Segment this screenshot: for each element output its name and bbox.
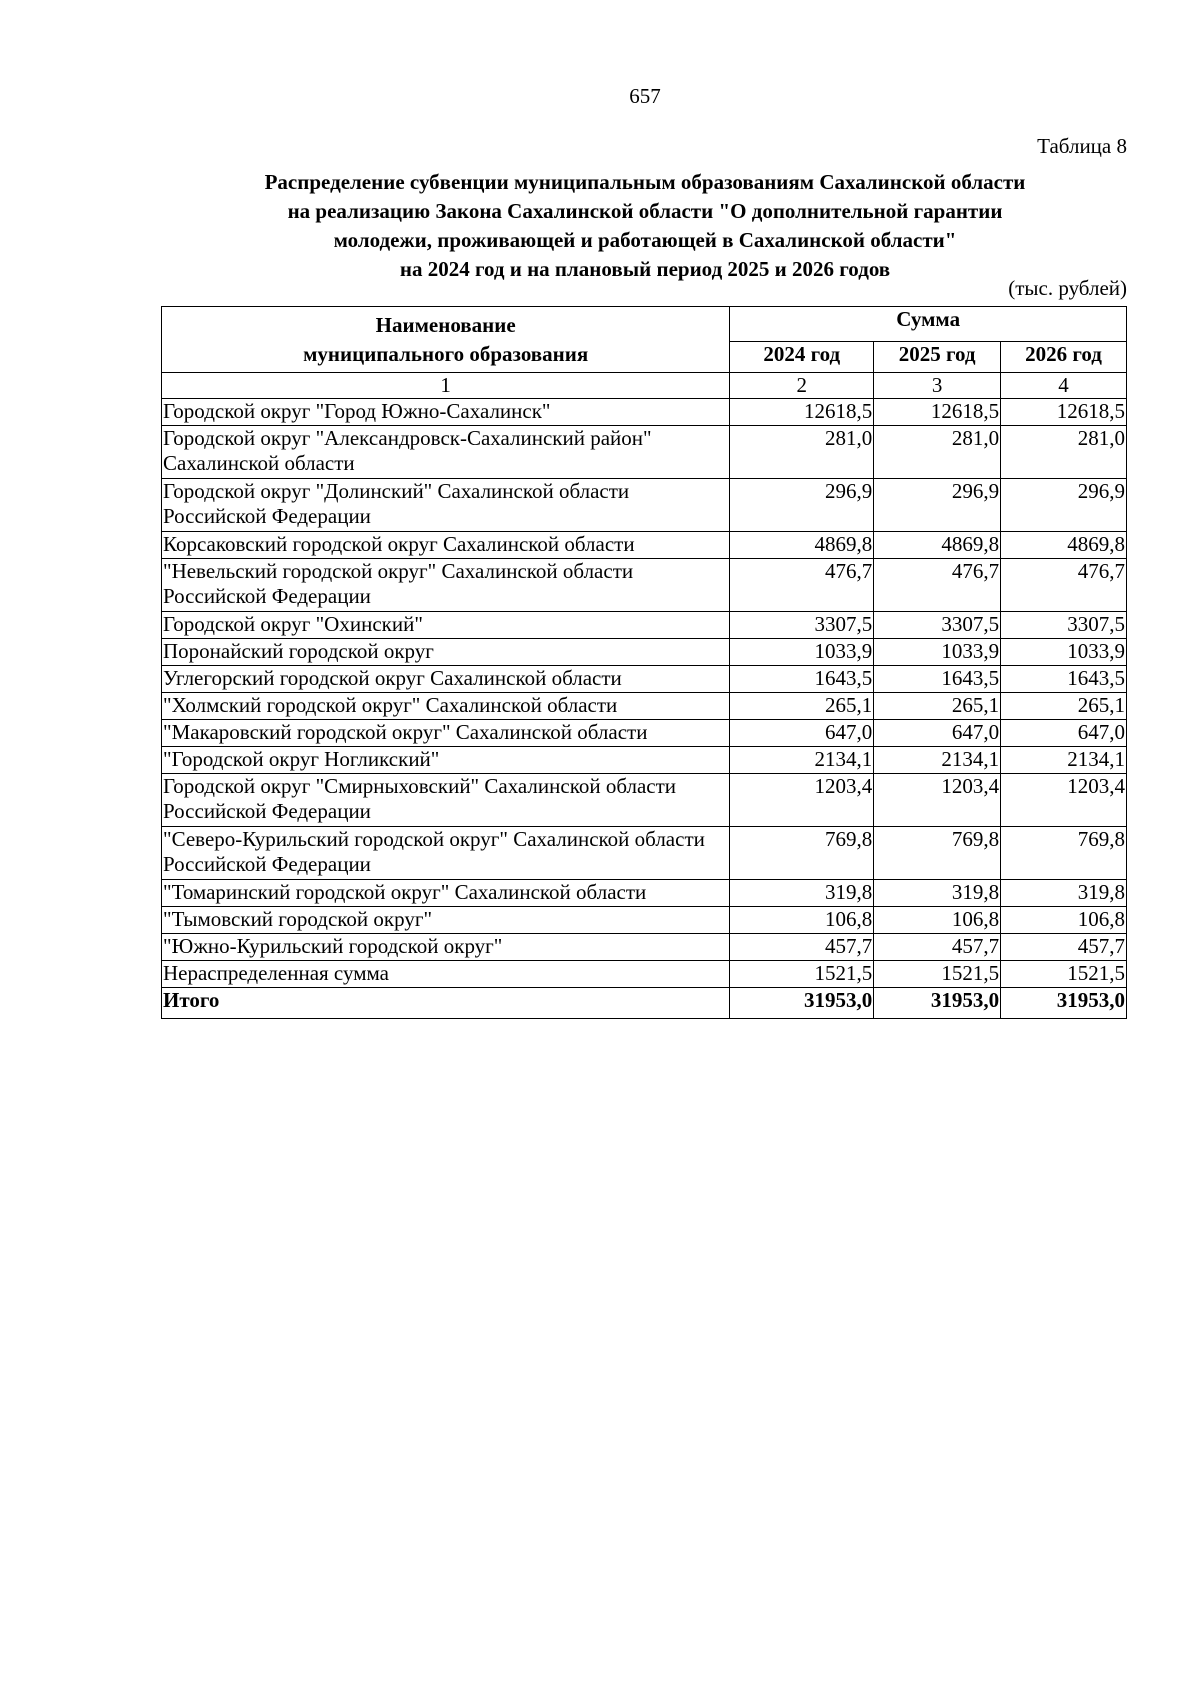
title-line: на 2024 год и на плановый период 2025 и 2026 годов (399, 257, 891, 281)
page-number: 657 (629, 84, 661, 108)
municipality-name: Городской округ "Охинский" (162, 612, 730, 639)
municipality-name: "Холмский городской округ" Сахалинской области (162, 693, 730, 720)
municipality-name: Корсаковский городской округ Сахалинской области (162, 532, 730, 559)
value-2024: 281,0 (730, 426, 874, 479)
header-name (162, 307, 730, 373)
value-2024: 319,8 (730, 880, 874, 907)
header-year-2025: 2025 год (874, 342, 1001, 373)
value-2026: 1033,9 (1001, 639, 1127, 666)
value-2026: 319,8 (1001, 880, 1127, 907)
value-2025: 3307,5 (874, 612, 1001, 639)
value-2026: 1521,5 (1001, 961, 1127, 988)
municipality-name: "Невельский городской округ" Сахалинской области Российской Федерации (162, 559, 730, 612)
value-2024: 457,7 (730, 934, 874, 961)
municipality-name: "Макаровский городской округ" Сахалинской области (162, 720, 730, 747)
value-2024: 1033,9 (730, 639, 874, 666)
municipality-name: "Тымовский городской округ" (162, 907, 730, 934)
column-number: 2 (730, 373, 874, 399)
municipality-name: "Городской округ Ногликский" (162, 747, 730, 774)
table-row (162, 880, 1127, 907)
table-row (162, 559, 1127, 612)
value-2026: 769,8 (1001, 827, 1127, 880)
table-row (162, 961, 1127, 988)
municipality-name: Городской округ "Город Южно-Сахалинск" (162, 399, 730, 426)
value-2024: 476,7 (730, 559, 874, 612)
title-line: молодежи, проживающей и работающей в Сахалинской области" (333, 228, 957, 252)
value-2024: 106,8 (730, 907, 874, 934)
table-row (162, 612, 1127, 639)
header-name-line1: Наименование (375, 312, 516, 337)
value-2025: 647,0 (874, 720, 1001, 747)
value-2025: 457,7 (874, 934, 1001, 961)
value-2026: 457,7 (1001, 934, 1127, 961)
table-row (162, 666, 1127, 693)
table-row (162, 907, 1127, 934)
value-2024: 769,8 (730, 827, 874, 880)
table-row (162, 532, 1127, 559)
table-row (162, 720, 1127, 747)
value-2024: 265,1 (730, 693, 874, 720)
municipality-name: Углегорский городской округ Сахалинской области (162, 666, 730, 693)
value-2025: 2134,1 (874, 747, 1001, 774)
value-2024: 4869,8 (730, 532, 874, 559)
value-2025: 1643,5 (874, 666, 1001, 693)
municipality-name: "Томаринский городской округ" Сахалинской области (162, 880, 730, 907)
value-2026: 281,0 (1001, 426, 1127, 479)
municipality-name: Городской округ "Александровск-Сахалинский район" Сахалинской области (162, 426, 730, 479)
table-row (162, 774, 1127, 827)
header-name-line2: муниципального образования (303, 341, 589, 366)
value-2026: 4869,8 (1001, 532, 1127, 559)
subvention-table (161, 306, 1127, 1019)
total-row (162, 988, 1127, 1019)
value-2026: 106,8 (1001, 907, 1127, 934)
municipality-name: "Северо-Курильский городской округ" Сахалинской области Российской Федерации (162, 827, 730, 880)
value-2025: 1521,5 (874, 961, 1001, 988)
value-2025: 12618,5 (874, 399, 1001, 426)
value-2026: 1643,5 (1001, 666, 1127, 693)
value-2024: 647,0 (730, 720, 874, 747)
header-year-2024: 2024 год (730, 342, 874, 373)
header-year-2026: 2026 год (1001, 342, 1127, 373)
value-2026: 3307,5 (1001, 612, 1127, 639)
table-label: Таблица 8 (1037, 134, 1127, 158)
table-row (162, 747, 1127, 774)
title-line: Распределение субвенции муниципальным образованиям Сахалинской области (264, 170, 1026, 194)
value-2024: 2134,1 (730, 747, 874, 774)
value-2025: 265,1 (874, 693, 1001, 720)
value-2024: 1521,5 (730, 961, 874, 988)
value-2025: 296,9 (874, 479, 1001, 532)
total-2026: 31953,0 (1001, 988, 1127, 1019)
total-2024: 31953,0 (730, 988, 874, 1019)
value-2025: 106,8 (874, 907, 1001, 934)
value-2024: 1643,5 (730, 666, 874, 693)
value-2025: 4869,8 (874, 532, 1001, 559)
table-row (162, 639, 1127, 666)
value-2025: 319,8 (874, 880, 1001, 907)
value-2024: 12618,5 (730, 399, 874, 426)
table-row (162, 693, 1127, 720)
column-number: 1 (162, 373, 730, 399)
table-row (162, 399, 1127, 426)
value-2026: 265,1 (1001, 693, 1127, 720)
table-row (162, 479, 1127, 532)
value-2026: 2134,1 (1001, 747, 1127, 774)
value-2025: 476,7 (874, 559, 1001, 612)
value-2026: 1203,4 (1001, 774, 1127, 827)
column-number: 4 (1001, 373, 1127, 399)
value-2026: 296,9 (1001, 479, 1127, 532)
municipality-name: Нераспределенная сумма (162, 961, 730, 988)
table-row (162, 426, 1127, 479)
header-sum: Сумма (730, 307, 1127, 342)
value-2025: 1033,9 (874, 639, 1001, 666)
value-2025: 769,8 (874, 827, 1001, 880)
municipality-name: Городской округ "Долинский" Сахалинской области Российской Федерации (162, 479, 730, 532)
value-2024: 1203,4 (730, 774, 874, 827)
column-number: 3 (874, 373, 1001, 399)
value-2025: 281,0 (874, 426, 1001, 479)
table-row (162, 827, 1127, 880)
value-2025: 1203,4 (874, 774, 1001, 827)
total-label: Итого (162, 988, 730, 1019)
value-2026: 647,0 (1001, 720, 1127, 747)
value-2026: 12618,5 (1001, 399, 1127, 426)
value-2024: 3307,5 (730, 612, 874, 639)
municipality-name: Городской округ "Смирныховский" Сахалинской области Российской Федерации (162, 774, 730, 827)
municipality-name: "Южно-Курильский городской округ" (162, 934, 730, 961)
units-label: (тыс. рублей) (1008, 276, 1127, 300)
value-2024: 296,9 (730, 479, 874, 532)
title-line: на реализацию Закона Сахалинской области "О дополнительной гарантии (287, 199, 1003, 223)
document-title (150, 168, 1140, 284)
total-2025: 31953,0 (874, 988, 1001, 1019)
value-2026: 476,7 (1001, 559, 1127, 612)
table-row (162, 934, 1127, 961)
municipality-name: Поронайский городской округ (162, 639, 730, 666)
